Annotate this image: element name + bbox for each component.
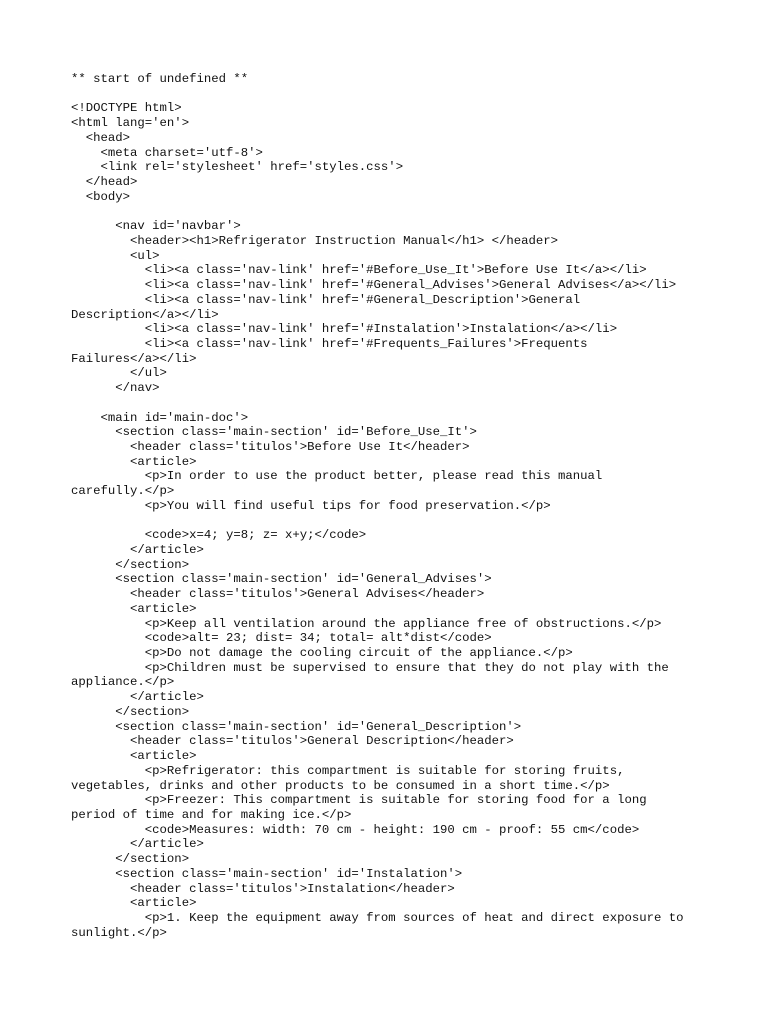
code-line: <nav id='navbar'>	[71, 219, 241, 234]
code-line: <link rel='stylesheet' href='styles.css'>	[71, 160, 404, 175]
code-line: <!DOCTYPE html>	[71, 101, 182, 116]
code-line: <header class='titulos'>General Advises</header>	[71, 587, 485, 602]
code-line	[71, 204, 761, 219]
code-line: <p>1. Keep the equipment away from sources of heat and direct exposure to	[71, 910, 684, 925]
code-line: </section>	[71, 704, 190, 719]
code-line	[71, 514, 761, 529]
code-line: <section class='main-section' id='General_Description'>	[71, 719, 522, 734]
code-line: <header class='titulos'>Before Use It</header>	[71, 439, 470, 454]
code-listing	[71, 72, 761, 940]
code-line: <p>Refrigerator: this compartment is suitable for storing fruits,	[71, 763, 625, 778]
code-line: <html lang='en'>	[71, 116, 190, 131]
code-line: </article>	[71, 690, 204, 705]
code-line: <p>Freezer: This compartment is suitable for storing food for a long	[71, 793, 647, 808]
code-line: sunlight.</p>	[71, 925, 167, 940]
code-line: ** start of undefined **	[71, 72, 249, 86]
code-line: <section class='main-section' id='Instalation'>	[71, 866, 463, 881]
code-line: <meta charset='utf-8'>	[71, 145, 263, 160]
code-line: Description</a></li>	[71, 307, 219, 322]
code-line: <article>	[71, 601, 197, 616]
code-line: <li><a class='nav-link' href='#Before_Use_It'>Before Use It</a></li>	[71, 263, 647, 278]
code-line: <li><a class='nav-link' href='#Frequents_Failures'>Frequents	[71, 336, 588, 351]
code-line: <code>alt= 23; dist= 34; total= alt*dist</code>	[71, 631, 492, 646]
code-line: <li><a class='nav-link' href='#General_Advises'>General Advises</a></li>	[71, 278, 677, 293]
code-line: </article>	[71, 837, 204, 852]
code-line: <header><h1>Refrigerator Instruction Manual</h1> </header>	[71, 233, 559, 248]
code-line: <p>Children must be supervised to ensure that they do not play with the	[71, 660, 669, 675]
code-line: carefully.</p>	[71, 484, 175, 499]
code-line: </head>	[71, 175, 138, 190]
code-line: </ul>	[71, 366, 167, 381]
code-line: <header class='titulos'>Instalation</header>	[71, 881, 455, 896]
code-line: <p>Keep all ventilation around the appliance free of obstructions.</p>	[71, 616, 662, 631]
code-line: <p>In order to use the product better, please read this manual	[71, 469, 603, 484]
code-line: appliance.</p>	[71, 675, 175, 690]
code-line: <code>x=4; y=8; z= x+y;</code>	[71, 528, 367, 543]
code-line	[71, 87, 761, 102]
code-line: <body>	[71, 189, 131, 204]
code-line: <li><a class='nav-link' href='#General_Description'>General	[71, 292, 581, 307]
code-line	[71, 396, 761, 411]
code-line: period of time and for making ice.</p>	[71, 807, 352, 822]
code-line: <section class='main-section' id='Before_Use_It'>	[71, 425, 477, 440]
code-line: </nav>	[71, 381, 160, 396]
code-line: <li><a class='nav-link' href='#Instalation'>Instalation</a></li>	[71, 322, 618, 337]
code-line: Failures</a></li>	[71, 351, 197, 366]
code-line: <article>	[71, 896, 197, 911]
code-line: <main id='main-doc'>	[71, 410, 249, 425]
code-line: <head>	[71, 130, 131, 145]
code-line: <article>	[71, 749, 197, 764]
code-line: </section>	[71, 852, 190, 867]
code-line: <article>	[71, 454, 197, 469]
code-line: <p>You will find useful tips for food preservation.</p>	[71, 498, 551, 513]
code-line: vegetables, drinks and other products to be consumed in a short time.</p>	[71, 778, 610, 793]
code-line: <section class='main-section' id='General_Advises'>	[71, 572, 492, 587]
code-line: </section>	[71, 557, 190, 572]
code-line: <p>Do not damage the cooling circuit of the appliance.</p>	[71, 646, 573, 661]
code-line: <header class='titulos'>General Description</header>	[71, 734, 514, 749]
code-line: <ul>	[71, 248, 160, 263]
code-line: <code>Measures: width: 70 cm - height: 190 cm - proof: 55 cm</code>	[71, 822, 640, 837]
code-line: </article>	[71, 543, 204, 557]
